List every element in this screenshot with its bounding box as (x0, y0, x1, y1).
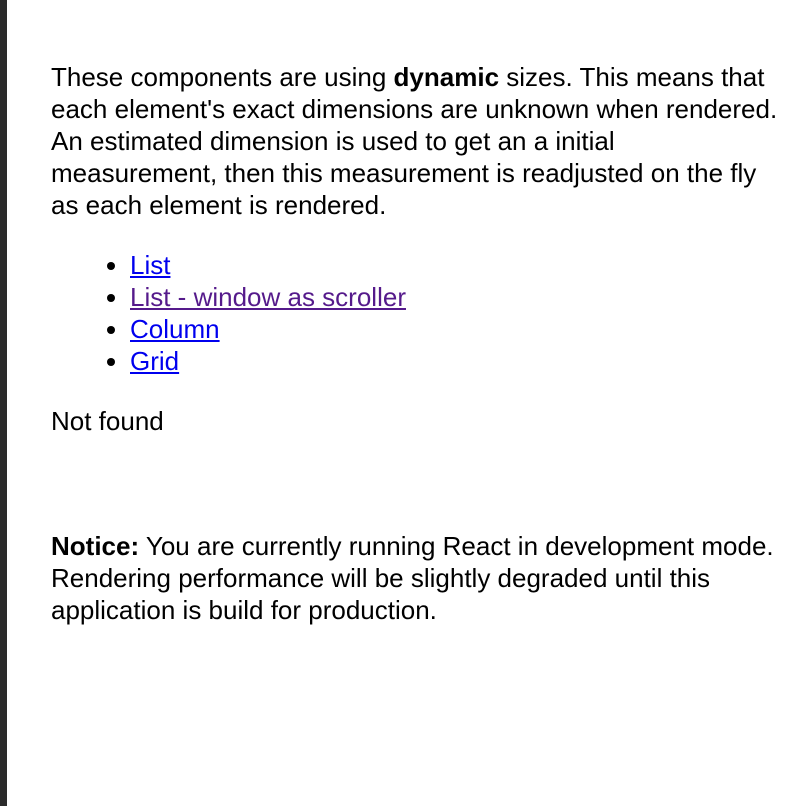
window-left-edge (0, 0, 7, 806)
notice-text: You are currently running React in development mode. Rendering performance will be slightly degraded until this application is build for production. (51, 531, 774, 625)
link-list-window-as-scroller[interactable]: List - window as scroller (130, 282, 406, 312)
link-grid[interactable]: Grid (130, 346, 180, 376)
notice-label: Notice: (51, 531, 140, 561)
list-item (130, 249, 786, 281)
intro-bold-keyword: dynamic (393, 62, 500, 92)
list-item (130, 281, 786, 313)
dev-mode-notice (51, 530, 786, 626)
example-links-list (51, 249, 786, 377)
not-found-message: Not found (51, 406, 164, 436)
link-list[interactable]: List (130, 250, 171, 280)
page-content (51, 61, 786, 626)
list-item (130, 345, 786, 377)
intro-text-before: These components are using (51, 62, 394, 92)
list-item (130, 313, 786, 345)
link-column[interactable]: Column (130, 314, 220, 344)
intro-text-after: sizes. This means that each element's exact dimensions are unknown when rendered. An estimated dimension is used to get an a initial measurement, then this measurement is readjusted on the fly as each element is rendered. (51, 62, 778, 220)
intro-paragraph (51, 61, 786, 221)
